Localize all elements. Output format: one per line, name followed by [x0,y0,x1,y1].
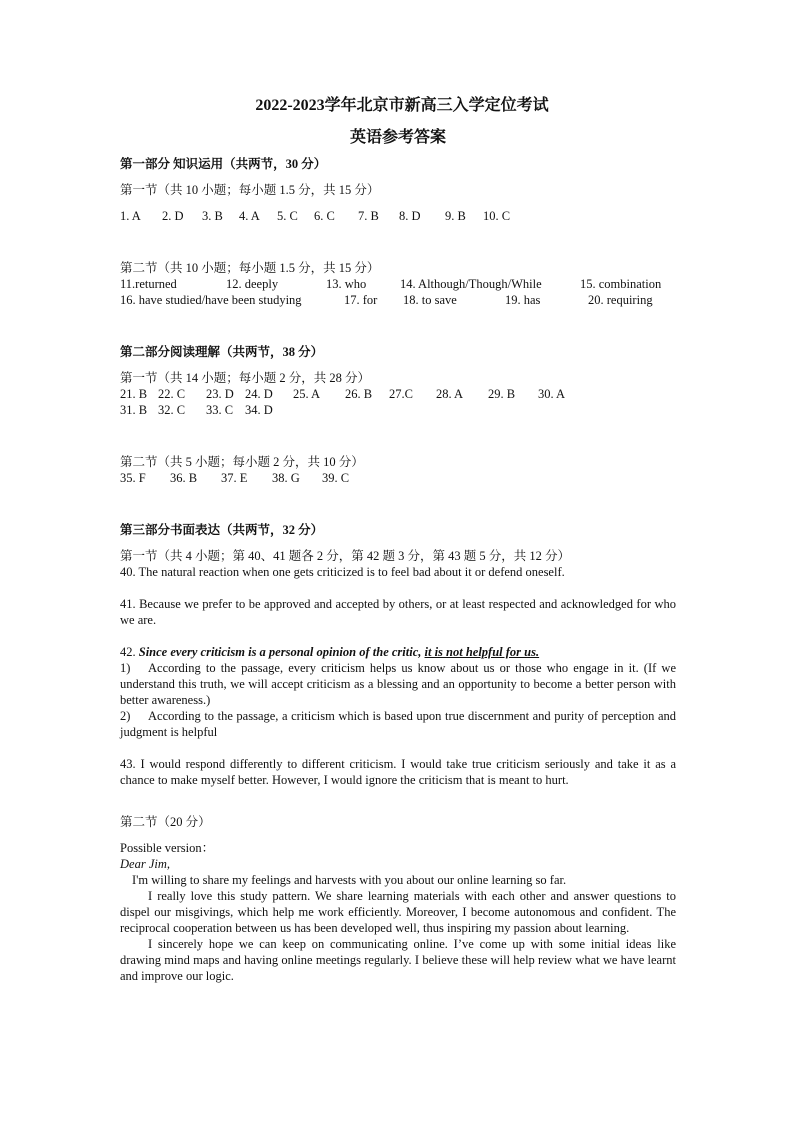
answer-row [120,402,676,418]
answer-item: 6. C [314,209,335,223]
answer-item: 3. B [202,209,223,223]
document-subtitle: 英语参考答案 [349,129,446,146]
answer-item: 2. D [162,209,184,223]
answer-item: 16. have studied/have been studying [120,293,302,307]
answer-42-point-1 [120,660,676,708]
answer-item: 12. deeply [226,277,279,291]
answer-item: 9. B [445,209,466,223]
answer-42-statement: Since every criticism is a personal opinion of the critic, [138,645,422,659]
part1-heading: 第一部分 知识运用（共两节，30 分） [120,157,327,171]
answer-42-number: 42. [120,645,136,659]
answer-40: 40. The natural reaction when one gets criticized is to feel bad about it or defend oneself. [120,565,565,579]
answer-item: 25. A [293,387,321,401]
answer-item: 26. B [345,387,373,401]
answer-42-conclusion: it is not helpful for us. [424,645,540,659]
document-title: 2022-2023学年北京市新高三入学定位考试 [255,97,549,114]
point-number: 2) [120,709,131,723]
answer-item: 34. D [245,403,273,417]
answer-item: 27.C [389,387,413,401]
answer-item: 28. A [436,387,464,401]
answer-item: 38. G [272,471,300,485]
answer-item: 24. D [245,387,273,401]
answer-row [120,386,676,402]
answer-row [120,208,676,224]
letter-paragraph-3: I sincerely hope we can keep on communicating online. I’ve come up with some initial ideas like drawing mind maps and having online meetings regularly. I believe these will help review what we have learnt and improve our logic. [120,937,676,983]
answer-item: 10. C [483,209,511,223]
answer-sheet [120,96,676,984]
answer-item: 8. D [399,209,421,223]
part2-sec2-heading: 第二节（共 5 小题；每小题 2 分，共 10 分） [120,455,364,469]
answer-row [120,470,676,486]
answer-item: 19. has [505,293,541,307]
part2-sec1-heading: 第一节（共 14 小题；每小题 2 分，共 28 分） [120,371,371,385]
answer-item: 39. C [322,471,350,485]
part3-heading: 第三部分书面表达（共两节，32 分） [120,523,324,537]
answer-item: 17. for [344,293,378,307]
answer-row [120,292,676,308]
answer-42 [120,644,676,660]
answer-item: 36. B [170,471,198,485]
answer-item: 1. A [120,209,141,223]
answer-item: 35. F [120,471,146,485]
letter-salutation: Dear Jim, [120,857,170,871]
answer-43: 43. I would respond differently to different criticism. I would take true criticism seriously and take it as a chance to make myself better. However, I would ignore the criticism that is meant to hurt. [120,757,676,787]
part2-heading: 第二部分阅读理解（共两节，38 分） [120,345,324,359]
point-number: 1) [120,661,131,675]
answer-item: 5. C [277,209,298,223]
possible-version-label: Possible version： [120,841,215,855]
answer-item: 15. combination [580,277,662,291]
answer-row [120,276,676,292]
answer-item: 14. Although/Though/While [400,277,542,291]
answer-item: 30. A [538,387,566,401]
letter-paragraph-1: I'm willing to share my feelings and harvests with you about our online learning so far. [132,873,567,887]
answer-42-point-2 [120,708,676,740]
part1-sec1-heading: 第一节（共 10 小题；每小题 1.5 分，共 15 分） [120,183,380,197]
point-text: According to the passage, a criticism which is based upon true discernment and purity of perception and judgment is helpful [120,709,676,739]
answer-item: 4. A [239,209,260,223]
part1-sec2-heading: 第二节（共 10 小题；每小题 1.5 分，共 15 分） [120,261,380,275]
answer-item: 31. B [120,403,148,417]
answer-item: 11.returned [120,277,177,291]
answer-item: 33. C [206,403,234,417]
answer-item: 18. to save [403,293,457,307]
answer-item: 21. B [120,387,148,401]
answer-item: 29. B [488,387,516,401]
letter-paragraph-2: I really love this study pattern. We share learning materials with each other and answer questions to dispel our misgivings, which help me work efficiently. Moreover, I become autonomous and confident. The reciprocal cooperation between us has been developed well, thus inspiring my passion about learning. [120,889,676,935]
part3-sec2-heading: 第二节（20 分） [120,815,211,829]
answer-item: 23. D [206,387,234,401]
answer-item: 7. B [358,209,379,223]
answer-item: 32. C [158,403,186,417]
answer-item: 13. who [326,277,367,291]
answer-item: 22. C [158,387,186,401]
part3-sec1-heading: 第一节（共 4 小题；第 40、41 题各 2 分，第 42 题 3 分，第 43 题 5 分，共 12 分） [120,549,571,563]
answer-item: 20. requiring [588,293,653,307]
answer-item: 37. E [221,471,248,485]
answer-41: 41. Because we prefer to be approved and accepted by others, or at least respected and acknowledged for who we are. [120,597,676,627]
point-text: According to the passage, every criticism helps us know about us or those who engage in it. (If we understand this truth, we will accept criticism as a blessing and an opportunity to become a better person with better awareness.) [120,661,676,707]
